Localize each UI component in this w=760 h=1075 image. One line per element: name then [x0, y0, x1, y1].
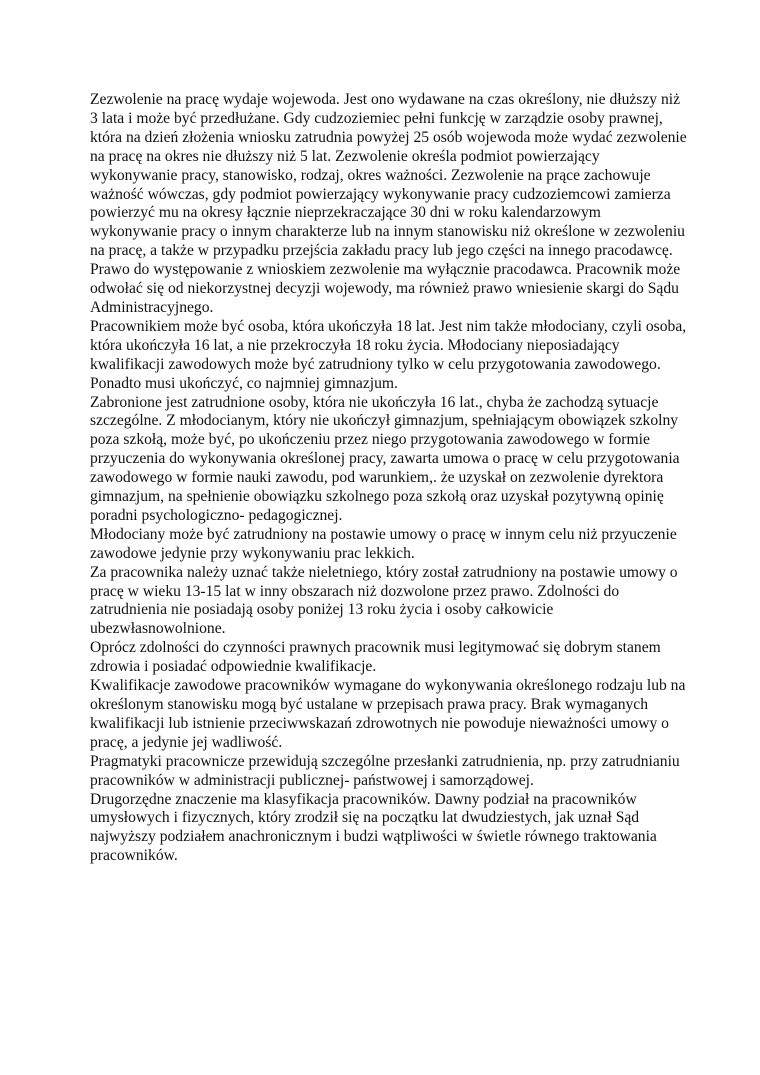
document-body: [90, 91, 690, 866]
paragraph-employee-pragmatics: Pragmatyki pracownicze przewidują szczególne przesłanki zatrudnienia, np. przy zatrudnianiu pracowników w administracji publicznej- państwowej i samorządowej.: [90, 752, 680, 789]
paragraph-professional-qualifications: Kwalifikacje zawodowe pracowników wymagane do wykonywania określonego rodzaju lub na określonym stanowisku mogą być ustalane w przepisach prawa pracy. Brak wymaganych kwalifikacji lub istnienie przeciwwskazań zdrowotnych nie powoduje nieważności umowy o pracę, a jedynie jej wadliwość.: [90, 677, 686, 751]
paragraph-employee-definition: Pracownikiem może być osoba, która ukończyła 18 lat. Jest nim także młodociany, czyli osoba, która ukończyła 16 lat, a nie przekroczyła 18 roku życia. Młodociany nieposiadający kwalifikacji zawodowych może być zatrudniony tylko w celu przygotowania zawodowego. Ponadto musi ukończyć, co najmniej gimnazjum.: [90, 317, 687, 392]
paragraph-juvenile-light-work: Młodociany może być zatrudniony na postawie umowy o pracę w innym celu niż przyuczenie zawodowe jedynie przy wykonywaniu prac lekkich.: [90, 525, 677, 562]
paragraph-right-to-apply: Prawo do występowanie z wnioskiem zezwolenie ma wyłącznie pracodawca. Pracownik może odwołać się od niekorzystnej decyzji wojewody, ma również prawo wniesienie skargi do Sądu Administracyjnego.: [90, 261, 681, 316]
paragraph-employee-classification: Drugorzędne znaczenie ma klasyfikacja pracowników. Dawny podział na pracowników umysłowych i fizycznych, który zrodził się na początku lat dwudziestych, jak uznał Sąd najwyższy podziałem anachronicznym i budzi wątpliwości w świetle równego traktowania pracowników.: [90, 790, 657, 865]
paragraph-health-qualifications: Oprócz zdolności do czynności prawnych pracownik musi legitymować się dobrym stanem zdrowia i posiadać odpowiednie kwalifikacje.: [90, 639, 661, 676]
paragraph-employment-prohibition: Zabronione jest zatrudnione osoby, która nie ukończyła 16 lat., chyba że zachodzą sytuacje szczególne. Z młodocianym, który nie ukończył gimnazjum, spełniającym obowiązek szkolny poza szkołą, może być, po ukończeniu przez niego przygotowania zawodowego w formie przyuczenia do wykonywania określonej pracy, zawarta umowa o pracę w celu przygotowania zawodowego w formie nauki zawodu, pod warunkiem,. że uzyskał on zezwolenie dyrektora gimnazjum, na spełnienie obowiązku szkolnego poza szkołą oraz uzyskał pozytywną opinię poradni psychologiczno- pedagogicznej.: [90, 393, 680, 524]
paragraph-work-permit: Zezwolenie na pracę wydaje wojewoda. Jest ono wydawane na czas określony, nie dłuższy niż 3 lata i może być przedłużane. Gdy cudzoziemiec pełni funkcję w zarządzie osoby prawnej, która na dzień złożenia wniosku zatrudnia powyżej 25 osób wojewoda może wydać zezwolenie na pracę na okres nie dłuższy niż 5 lat. Zezwolenie określa podmiot powierzający wykonywanie pracy, stanowisko, rodzaj, okres ważności. Zezwolenie na prące zachowuje ważność wówczas, gdy podmiot powierzający wykonywanie pracy cudzoziemcowi zamierza powierzyć mu na okresy łącznie nieprzekraczające 30 dni w roku kalendarzowym wykonywanie pracy o innym charakterze lub na innym stanowisku niż określone w zezwoleniu na pracę, a także w przypadku przejścia zakładu pracy lub jego części na innego pracodawcę.: [90, 91, 687, 260]
paragraph-minor-employee: Za pracownika należy uznać także nieletniego, który został zatrudniony na postawie umowy o pracę w wieku 13-15 lat w inny obszarach niż dozwolone przez prawo. Zdolności do zatrudnienia nie posiadają osoby poniżej 13 roku życia i osoby całkowicie ubezwłasnowolnione.: [90, 563, 678, 638]
